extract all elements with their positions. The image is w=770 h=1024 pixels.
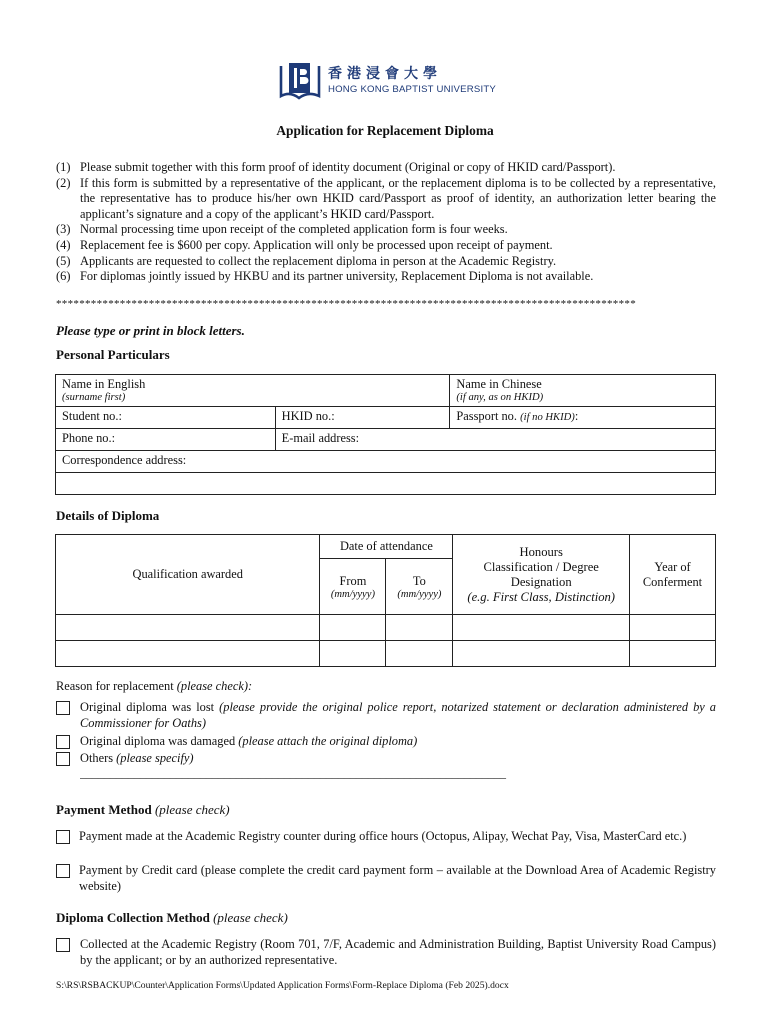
logo-english-text: HONG KONG BAPTIST UNIVERSITY: [328, 84, 497, 95]
qualification-label: Qualification awarded: [132, 567, 243, 581]
note-text: Applicants are requested to collect the replacement diploma in person at the Academic Registry.: [80, 253, 557, 268]
passport-colon: :: [574, 409, 579, 423]
reason-damaged-label: Original diploma was damaged: [80, 734, 236, 748]
name-english-hint: (surname first): [62, 392, 126, 403]
hkid-no-label: HKID no.:: [281, 409, 335, 423]
email-field[interactable]: [275, 429, 715, 451]
name-chinese-label: Name in Chinese: [456, 377, 542, 391]
email-label: E-mail address:: [281, 431, 360, 445]
qualification-cell[interactable]: [56, 641, 320, 667]
correspondence-address-field[interactable]: [56, 451, 716, 473]
note-item: [56, 269, 716, 285]
reason-damaged-hint: (please attach the original diploma): [238, 734, 418, 748]
honours-label: Honours: [519, 544, 563, 559]
passport-no-field[interactable]: [450, 407, 716, 429]
correspondence-address-label: Correspondence address:: [62, 453, 187, 467]
phone-no-label: Phone no.:: [62, 431, 116, 445]
separator-stars: ****************************************************************************************************: [56, 298, 636, 310]
payment-method-hint: (please check): [154, 802, 230, 817]
collection-method-hint: (please check): [213, 910, 288, 925]
page-title: Application for Replacement Diploma: [276, 123, 494, 138]
note-number: (5): [56, 253, 71, 268]
reason-lost-option: [80, 699, 716, 731]
passport-no-hint: (if no HKID): [520, 412, 575, 423]
year-conferment-header: [630, 535, 716, 615]
note-item: [56, 160, 716, 176]
from-hint: (mm/yyyy): [330, 588, 375, 600]
details-of-diploma-heading: Details of Diploma: [56, 508, 160, 523]
from-label: From: [339, 573, 367, 588]
reason-heading: [56, 679, 252, 694]
year-conferment-label: Year of Conferment: [642, 559, 703, 589]
to-hint: (mm/yyyy): [397, 588, 442, 600]
payment-credit-card-option: Payment by Credit card (please complete the credit card payment form – available at the Download Area of Academic Registry website): [79, 863, 716, 893]
date-attendance-label: Date of attendance: [339, 539, 433, 553]
qualification-header: [56, 535, 320, 615]
collection-method-heading: [56, 910, 288, 926]
honours-header: [453, 535, 630, 615]
note-text: If this form is submitted by a representative of the applicant, or the replacement diploma is to be collected by a representative, the representative has to produce his/her own HKID card/Passport as proof of identity, an authorization letter bearing the applicant’s signature and a copy of the applicant’s HKID card/Passport.: [80, 175, 716, 221]
payment-method-heading: [56, 802, 230, 818]
note-number: (4): [56, 237, 71, 252]
note-text: Please submit together with this form proof of identity document (Original or copy of HKID card/Passport).: [80, 160, 616, 174]
reason-others-hint: (please specify): [116, 751, 194, 765]
year-cell[interactable]: [630, 615, 716, 641]
reason-others-checkbox[interactable]: [56, 752, 70, 766]
note-item: [56, 222, 716, 238]
note-item: [56, 254, 716, 270]
hkid-no-field[interactable]: [275, 407, 450, 429]
to-cell[interactable]: [386, 615, 453, 641]
from-cell[interactable]: [320, 641, 386, 667]
note-text: Normal processing time upon receipt of the completed application form is four weeks.: [80, 222, 508, 237]
from-header: [320, 559, 386, 615]
reason-lost-hint: (please provide the original police report, notarized statement or declaration administered by a Commissioner for Oaths): [80, 700, 716, 730]
reason-heading-hint: (please check):: [176, 679, 253, 693]
university-logo: [278, 60, 497, 104]
year-cell[interactable]: [630, 641, 716, 667]
to-header: [386, 559, 453, 615]
date-attendance-header: [320, 535, 453, 559]
reason-others-label: Others: [80, 751, 114, 765]
from-cell[interactable]: [320, 615, 386, 641]
classification-cell[interactable]: [453, 615, 630, 641]
file-path-footer: S:\RS\RSBACKUP\Counter\Application Forms\Updated Application Forms\Form-Replace Diploma (Feb 2025).docx: [56, 980, 509, 991]
correspondence-address-line[interactable]: [56, 473, 716, 495]
payment-counter-option: Payment made at the Academic Registry counter during office hours (Octopus, Alipay, Wechat Pay, Visa, MasterCard etc.): [79, 829, 687, 843]
classification-label: Classification / Degree Designation: [483, 559, 599, 589]
notes-list: [56, 160, 716, 285]
reason-damaged-checkbox[interactable]: [56, 735, 70, 749]
payment-counter-checkbox[interactable]: [56, 830, 70, 844]
reason-heading-label: Reason for replacement: [56, 679, 174, 693]
student-no-field[interactable]: [56, 407, 276, 429]
to-label: To: [412, 573, 426, 588]
note-text: Replacement fee is $600 per copy. Application will only be processed upon receipt of payment.: [80, 237, 553, 252]
note-text: For diplomas jointly issued by HKBU and its partner university, Replacement Diploma is not available.: [80, 269, 594, 284]
name-english-field[interactable]: [56, 375, 450, 407]
name-english-label: Name in English: [62, 377, 146, 391]
personal-particulars-table: [55, 374, 716, 495]
name-chinese-hint: (if any, as on HKID): [456, 392, 544, 403]
note-number: (6): [56, 269, 71, 284]
reason-lost-checkbox[interactable]: [56, 701, 70, 715]
collection-registry-option: Collected at the Academic Registry (Room 701, 7/F, Academic and Administration Building, Baptist University Road Campus) by the applicant; or by an authorized representative.: [80, 937, 716, 967]
personal-particulars-heading: Personal Particulars: [56, 347, 170, 362]
block-letters-instruction: Please type or print in block letters.: [56, 323, 245, 338]
passport-no-label: Passport no.: [456, 409, 517, 423]
note-number: (1): [56, 160, 71, 174]
payment-credit-card-checkbox[interactable]: [56, 864, 70, 878]
logo-chinese-text: 香港浸會大學: [328, 66, 442, 82]
to-cell[interactable]: [386, 641, 453, 667]
hkbu-crest-icon: [278, 60, 322, 102]
reason-others-specify-line[interactable]: _______________________________________________________________________: [80, 766, 506, 780]
classification-example: (e.g. First Class, Distinction): [467, 589, 616, 604]
collection-registry-checkbox[interactable]: [56, 938, 70, 952]
classification-cell[interactable]: [453, 641, 630, 667]
collection-method-label: Diploma Collection Method: [56, 910, 210, 925]
note-number: (3): [56, 222, 71, 237]
payment-method-label: Payment Method: [56, 802, 152, 817]
phone-no-field[interactable]: [56, 429, 276, 451]
student-no-label: Student no.:: [62, 409, 122, 423]
note-item: [56, 238, 716, 254]
note-item: [56, 176, 716, 223]
reason-damaged-option: [80, 733, 716, 749]
name-chinese-field[interactable]: [450, 375, 716, 407]
reason-others-option: [80, 750, 716, 766]
qualification-cell[interactable]: [56, 615, 320, 641]
diploma-details-table: [55, 534, 716, 667]
reason-lost-label: Original diploma was lost: [80, 700, 215, 714]
note-number: (2): [56, 175, 71, 190]
